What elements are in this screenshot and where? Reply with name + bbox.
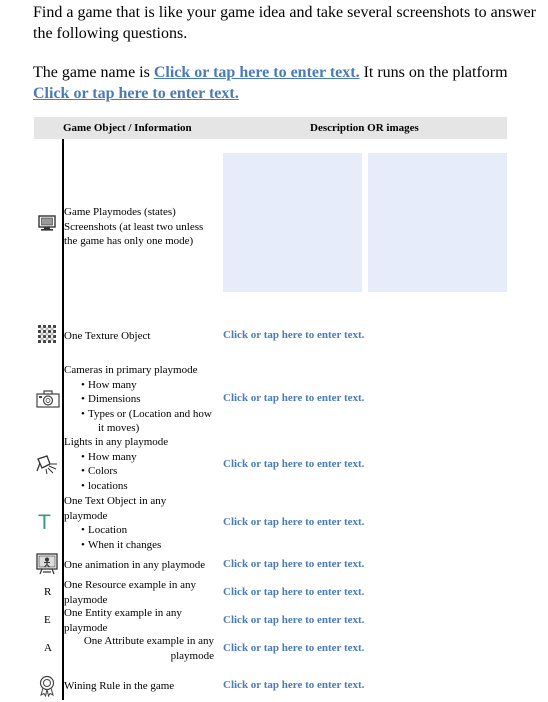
row-entity: [64, 606, 182, 635]
row-lights: [64, 435, 168, 493]
game-name-placeholder[interactable]: Click or tap here to enter text.: [153, 64, 360, 81]
list-item-continuation: it moves): [98, 422, 140, 434]
intro-instructions: Find a game that is like your game idea and take several screenshots to answer the following questions.: [33, 4, 536, 42]
platform-text: It runs on the platform: [359, 64, 508, 81]
text-object-entry[interactable]: Click or tap here to enter text.: [223, 516, 365, 528]
resource-line1: One Resource example in any: [64, 579, 196, 591]
row-attribute: [64, 634, 214, 663]
text-object-line1: One Text Object in any: [64, 495, 167, 507]
row-text-object: [64, 494, 166, 552]
texture-grid-icon: [37, 324, 57, 349]
table-header: [34, 117, 507, 139]
header-game-object: Game Object / Information: [63, 122, 192, 134]
resource-entry[interactable]: Click or tap here to enter text.: [223, 586, 365, 598]
lights-title: Lights in any playmode: [64, 436, 169, 448]
resource-letter: R: [44, 586, 52, 598]
text-object-line2: playmode: [64, 509, 108, 522]
cameras-entry[interactable]: Click or tap here to enter text.: [223, 392, 365, 404]
playmodes-line1: Game Playmodes (states): [64, 206, 176, 218]
entity-line1: One Entity example in any: [64, 607, 182, 619]
row-playmodes: [64, 205, 203, 249]
entity-letter: E: [44, 614, 51, 626]
list-item: • Colors: [64, 464, 168, 479]
row-winning-rule: Wining Rule in the game: [64, 680, 175, 692]
cameras-title: Cameras in primary playmode: [64, 364, 198, 376]
list-item: • locations: [64, 479, 168, 494]
screenshot-box-1[interactable]: [223, 153, 362, 292]
text-object-list: [64, 523, 166, 552]
row-animation: One animation in any playmode: [64, 559, 206, 571]
platform-placeholder[interactable]: Click or tap here to enter text.: [33, 85, 239, 102]
award-icon: [38, 675, 56, 702]
resource-line2: playmode: [64, 593, 108, 606]
camera-icon: [36, 390, 60, 413]
list-item: • How many: [64, 450, 168, 465]
list-item: • When it changes: [64, 538, 166, 553]
attribute-entry[interactable]: Click or tap here to enter text.: [223, 642, 365, 654]
text-t-icon: T: [38, 511, 51, 534]
list-item: • Types or (Location and how: [64, 407, 212, 422]
lights-list: [64, 450, 168, 494]
playmodes-line2: Screenshots (at least two unless: [64, 220, 204, 233]
list-item: • How many: [64, 378, 212, 393]
list-item: • Location: [64, 523, 166, 538]
row-resource: [64, 578, 196, 607]
cameras-list: [64, 378, 212, 436]
animation-entry[interactable]: Click or tap here to enter text.: [223, 558, 365, 570]
texture-entry[interactable]: Click or tap here to enter text.: [223, 329, 365, 341]
attribute-letter: A: [44, 642, 52, 654]
attribute-line2: playmode: [170, 649, 214, 662]
attribute-line1: One Attribute example in any: [83, 635, 214, 647]
game-name-line: [33, 62, 538, 104]
entity-entry[interactable]: Click or tap here to enter text.: [223, 614, 365, 626]
row-texture: One Texture Object: [64, 330, 151, 342]
playmodes-line3: the game has only one mode): [64, 235, 194, 247]
lights-entry[interactable]: Click or tap here to enter text.: [223, 458, 365, 470]
entity-line2: playmode: [64, 621, 108, 634]
monitor-icon: [38, 215, 56, 236]
animation-icon: [36, 553, 58, 580]
list-item: • Dimensions: [64, 392, 212, 407]
header-description: Description OR images: [310, 122, 419, 134]
screenshot-box-2[interactable]: [368, 153, 507, 292]
game-name-prefix: The game name is: [33, 64, 154, 81]
intro-block: [33, 2, 538, 104]
light-icon: [35, 453, 59, 480]
row-cameras: [64, 363, 212, 436]
winning-rule-entry[interactable]: Click or tap here to enter text.: [223, 679, 365, 691]
